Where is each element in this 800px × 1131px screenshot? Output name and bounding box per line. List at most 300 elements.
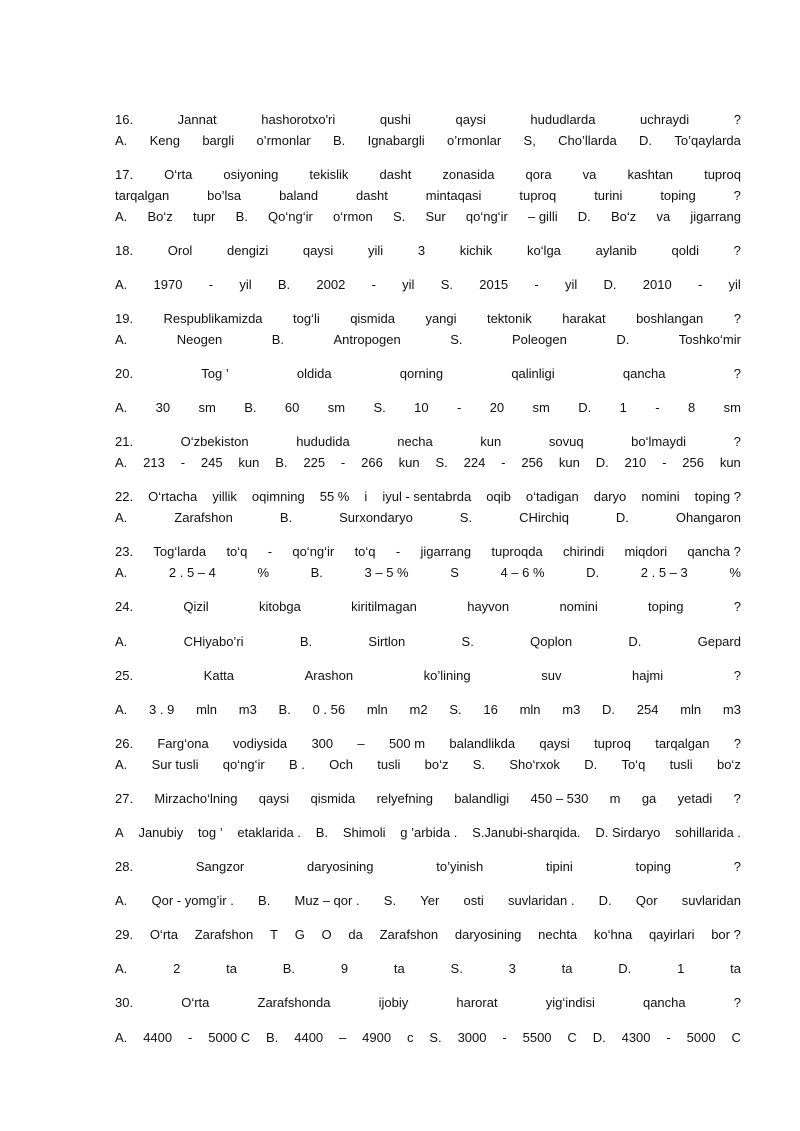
word: o‘rmon — [333, 209, 373, 224]
word: sm — [198, 400, 216, 415]
word: daryo — [593, 489, 627, 504]
word: g ’arbida . — [400, 825, 458, 840]
word: 2 — [173, 961, 181, 976]
word: B. — [310, 565, 323, 580]
word: qorning — [399, 366, 444, 381]
word: 9 — [340, 961, 349, 976]
word: dengizi — [227, 243, 269, 258]
word: nechta — [538, 927, 578, 942]
word: tuproq — [594, 736, 631, 751]
word: ? — [733, 736, 741, 751]
word: G — [294, 927, 305, 942]
word: tog‘li — [292, 311, 320, 326]
word: B. — [235, 209, 248, 224]
word: kun — [398, 455, 420, 470]
word: boshlangan — [636, 311, 704, 326]
word: Sho‘rxok — [509, 757, 560, 772]
word: - — [655, 400, 660, 415]
word: S. — [449, 702, 462, 717]
text-line — [115, 510, 741, 525]
word: O‘zbekiston — [180, 434, 249, 449]
word: 20 — [489, 400, 505, 415]
word: harorat — [456, 995, 498, 1010]
word: S. — [472, 757, 486, 772]
word: S, — [523, 133, 536, 148]
word: Sirtlon — [368, 634, 406, 649]
word: D. — [577, 209, 591, 224]
word: - — [180, 455, 186, 470]
text-line — [115, 757, 741, 772]
word: Zarafshonda — [257, 995, 331, 1010]
word: 245 — [200, 455, 223, 470]
word: mln — [519, 702, 541, 717]
word: bor ? — [711, 927, 741, 942]
word: necha — [397, 434, 433, 449]
word: 2010 — [642, 277, 672, 292]
word: - — [267, 544, 273, 559]
word: B. — [258, 893, 271, 908]
word: 300 — [311, 736, 334, 751]
word: 3 — [508, 961, 516, 976]
word: 1970 — [153, 277, 183, 292]
text-line — [115, 243, 741, 258]
word: 2015 — [479, 277, 509, 292]
word: B. — [332, 133, 346, 148]
word: D. Sirdaryo — [595, 825, 661, 840]
word: suvlaridan . — [507, 893, 575, 908]
word: D. — [616, 332, 630, 347]
word: 30 — [155, 400, 171, 415]
word: 2 . 5 – 4 — [168, 565, 216, 580]
word: baland — [279, 188, 319, 203]
word: uchraydi — [640, 112, 690, 127]
word: 450 – 530 — [530, 791, 589, 806]
word: ? — [733, 243, 741, 258]
text-line — [115, 434, 741, 449]
word: Orol — [167, 243, 193, 258]
word: nomini — [559, 599, 598, 614]
word: B . — [288, 757, 305, 772]
word: - — [188, 1030, 193, 1045]
word: Sur tusli — [151, 757, 199, 772]
word: harakat — [562, 311, 606, 326]
word: - — [662, 455, 667, 470]
word: bo‘z — [424, 757, 449, 772]
word: 224 — [463, 455, 486, 470]
word: Antropogen — [333, 332, 401, 347]
word: Qoplon — [530, 634, 573, 649]
word: bargli — [202, 133, 235, 148]
word: A. — [115, 961, 128, 976]
word: daryosining — [454, 927, 522, 942]
word: D. — [603, 277, 617, 292]
word: 18. — [115, 243, 134, 258]
word: 1 — [619, 400, 627, 415]
word: osiyoning — [223, 167, 279, 182]
word: toping ? — [694, 489, 741, 504]
word: Sangzor — [195, 859, 245, 874]
word: mln — [196, 702, 218, 717]
word: mintaqasi — [425, 188, 482, 203]
word: tuproqda — [491, 544, 543, 559]
word: ? — [733, 188, 741, 203]
word: Qo‘ng‘ir — [268, 209, 313, 224]
word: ta — [393, 961, 405, 976]
word: toping — [648, 599, 684, 614]
word: toping — [635, 859, 671, 874]
word: osti — [463, 893, 484, 908]
text-line — [115, 1030, 741, 1045]
word: etaklarida . — [237, 825, 301, 840]
word: kun — [480, 434, 502, 449]
word: sm — [532, 400, 550, 415]
word: - — [456, 400, 462, 415]
word: turini — [594, 188, 623, 203]
word: Toshko‘mir — [678, 332, 741, 347]
word: tog ’ — [198, 825, 223, 840]
word: C — [731, 1030, 741, 1045]
word: kun — [558, 455, 580, 470]
word: o’rmonlar — [447, 133, 502, 148]
word: ko’lining — [423, 668, 471, 683]
word: Yer — [420, 893, 440, 908]
word: Bo‘z — [147, 209, 173, 224]
word: A. — [115, 277, 128, 292]
word: nomini — [641, 489, 680, 504]
word: 5000 — [686, 1030, 716, 1045]
word: to‘q — [354, 544, 376, 559]
word: ta — [226, 961, 237, 976]
word: - — [502, 1030, 507, 1045]
word: - — [697, 277, 703, 292]
word: D. — [592, 1030, 606, 1045]
word: Shimoli — [342, 825, 386, 840]
word: A. — [115, 133, 128, 148]
word: Bo‘z — [610, 209, 637, 224]
word: A. — [115, 209, 128, 224]
word: jigarrang — [420, 544, 472, 559]
word: o’rmonlar — [256, 133, 311, 148]
word: CHiyabo’ri — [183, 634, 244, 649]
word: 210 — [624, 455, 647, 470]
word: 28. — [115, 859, 134, 874]
word: Zarafshon — [194, 927, 254, 942]
word: D. — [578, 400, 592, 415]
word: B. — [271, 332, 285, 347]
text-line — [115, 893, 741, 908]
word: 26. — [115, 736, 134, 751]
word: qo‘ng‘ir — [465, 209, 508, 224]
word: Tog‘larda — [153, 544, 207, 559]
word: D. — [628, 634, 642, 649]
word: – — [357, 736, 365, 751]
text-line — [115, 791, 741, 806]
word: 4 – 6 % — [500, 565, 545, 580]
word: tuproq — [704, 167, 741, 182]
word: B. — [278, 702, 291, 717]
word: S. — [373, 400, 386, 415]
word: 29. — [115, 927, 134, 942]
word: Zarafshon — [379, 927, 439, 942]
word: - — [534, 277, 539, 292]
text-line — [115, 188, 741, 203]
word: 3 — [417, 243, 426, 258]
text-line — [115, 927, 741, 942]
word: Katta — [203, 668, 235, 683]
word: 4900 — [362, 1030, 392, 1045]
word: B. — [277, 277, 291, 292]
word: C — [567, 1030, 577, 1045]
word: B. — [266, 1030, 279, 1045]
word: D. — [586, 565, 600, 580]
word: O‘rta — [149, 927, 178, 942]
word: Ignabargli — [367, 133, 425, 148]
text-line — [115, 332, 741, 347]
text-line — [115, 736, 741, 751]
word: qoldi — [671, 243, 699, 258]
word: Qizil — [183, 599, 209, 614]
text-line — [115, 112, 741, 127]
word: kichik — [459, 243, 493, 258]
word: 16 — [483, 702, 498, 717]
word: sovuq — [548, 434, 584, 449]
word: m3 — [722, 702, 741, 717]
word: Zarafshon — [174, 510, 233, 525]
word: relyefning — [376, 791, 433, 806]
text-line — [115, 565, 741, 580]
text-line — [115, 489, 741, 504]
word: ta — [730, 961, 741, 976]
word: S — [450, 565, 459, 580]
text-line — [115, 167, 741, 182]
word: - — [666, 1030, 671, 1045]
word: yillik — [212, 489, 237, 504]
word: S. — [392, 209, 406, 224]
word: bo‘z — [716, 757, 741, 772]
text-line — [115, 311, 741, 326]
text-line — [115, 961, 741, 976]
word: kitobga — [258, 599, 301, 614]
word: m3 — [238, 702, 257, 717]
word: 256 — [682, 455, 704, 470]
word: m3 — [562, 702, 581, 717]
word: kun — [719, 455, 741, 470]
word: 500 m — [388, 736, 426, 751]
word: c — [406, 1030, 414, 1045]
word: ? — [733, 311, 741, 326]
word: m — [609, 791, 621, 806]
word: Janubiy — [138, 825, 184, 840]
word: oqib — [486, 489, 511, 504]
word: 60 — [284, 400, 300, 415]
word: qaysi — [302, 243, 334, 258]
word: qalinligi — [511, 366, 555, 381]
word: tekislik — [309, 167, 349, 182]
word: – — [339, 1030, 347, 1045]
word: Respublikamizda — [163, 311, 263, 326]
word: D. — [584, 757, 598, 772]
word: 2 . 5 – 3 — [640, 565, 688, 580]
word: S. — [383, 893, 397, 908]
word: 4400 — [294, 1030, 324, 1045]
word: qaysi — [539, 736, 570, 751]
word: - — [501, 455, 506, 470]
word: A. — [115, 893, 128, 908]
word: S. — [461, 634, 474, 649]
word: tusli — [377, 757, 401, 772]
word: qismida — [350, 311, 395, 326]
word: B. — [275, 455, 288, 470]
word: 10 — [414, 400, 429, 415]
word: ? — [733, 112, 741, 127]
word: zonasida — [442, 167, 495, 182]
word: hayvon — [467, 599, 510, 614]
word: B. — [279, 510, 293, 525]
word: A. — [115, 702, 128, 717]
word: S. — [429, 1030, 442, 1045]
word: tektonik — [486, 311, 532, 326]
word: 5500 — [522, 1030, 552, 1045]
word: A. — [115, 757, 128, 772]
word: 8 — [687, 400, 696, 415]
word: CHirchiq — [519, 510, 569, 525]
word: dasht — [379, 167, 412, 182]
word: Mirzacho‘lning — [154, 791, 238, 806]
word: A. — [115, 1030, 128, 1045]
word: 225 — [303, 455, 326, 470]
word: ? — [733, 434, 741, 449]
word: suv — [541, 668, 562, 683]
word: A. — [115, 565, 128, 580]
word: Cho’llarda — [558, 133, 617, 148]
word: 27. — [115, 791, 134, 806]
word: bo‘lmaydi — [631, 434, 687, 449]
word: 5000 C — [208, 1030, 251, 1045]
word: qismida — [310, 791, 356, 806]
text-line — [115, 133, 741, 148]
word: A. — [115, 332, 128, 347]
word: yili — [367, 243, 384, 258]
word: kashtan — [627, 167, 673, 182]
word: 2002 — [316, 277, 346, 292]
word: qo‘ng‘ir — [222, 757, 265, 772]
word: B. — [244, 400, 257, 415]
text-line — [115, 400, 741, 415]
word: D. — [618, 961, 632, 976]
word: qora — [525, 167, 552, 182]
word: 3 . 9 — [149, 702, 175, 717]
word: 213 — [143, 455, 165, 470]
word: ? — [733, 995, 741, 1010]
word: tupr — [192, 209, 216, 224]
word: aylanib — [595, 243, 637, 258]
word: suvlaridan — [681, 893, 741, 908]
word: S. — [450, 332, 463, 347]
word: mln — [366, 702, 388, 717]
word: O‘rtacha — [148, 489, 198, 504]
word: Poleogen — [511, 332, 567, 347]
word: Muz – qor . — [294, 893, 360, 908]
word: To’qaylarda — [674, 133, 741, 148]
word: S. — [450, 961, 463, 976]
word: % — [729, 565, 741, 580]
word: ? — [733, 859, 741, 874]
word: ? — [733, 366, 741, 381]
word: D. — [598, 893, 612, 908]
word: 266 — [361, 455, 383, 470]
word: D. — [615, 510, 629, 525]
text-line — [115, 634, 741, 649]
word: 19. — [115, 311, 134, 326]
word: Farg‘ona — [157, 736, 209, 751]
word: qancha — [642, 995, 686, 1010]
word: tipini — [546, 859, 573, 874]
word: D. — [595, 455, 609, 470]
word: miqdori — [624, 544, 668, 559]
word: 3000 — [457, 1030, 487, 1045]
word: ko‘hna — [593, 927, 633, 942]
word: Tog ’ — [201, 366, 229, 381]
word: 21. — [115, 434, 134, 449]
word: A. — [115, 400, 128, 415]
word: tuproq — [519, 188, 557, 203]
word: S. — [440, 277, 453, 292]
word: 22. — [115, 489, 134, 504]
word: dasht — [356, 188, 388, 203]
word: T — [270, 927, 278, 942]
word: 4400 — [143, 1030, 173, 1045]
word: O‘rta — [181, 995, 210, 1010]
word: daryosining — [307, 859, 374, 874]
word: A. — [115, 634, 128, 649]
word: 55 % — [319, 489, 350, 504]
word: ta — [561, 961, 573, 976]
word: A. — [115, 455, 128, 470]
text-line — [115, 455, 741, 470]
word: D. — [602, 702, 616, 717]
text-line — [115, 668, 741, 683]
word: 1 — [677, 961, 685, 976]
text-line — [115, 702, 741, 717]
word: jigarrang — [690, 209, 741, 224]
word: O‘rta — [164, 167, 193, 182]
word: Arashon — [304, 668, 354, 683]
word: 24. — [115, 599, 134, 614]
word: 4300 — [621, 1030, 651, 1045]
text-line — [115, 859, 741, 874]
word: oldida — [296, 366, 332, 381]
word: qancha ? — [687, 544, 741, 559]
word: to‘q — [226, 544, 248, 559]
word: 23. — [115, 544, 134, 559]
text-line — [115, 277, 741, 292]
word: i — [364, 489, 368, 504]
word: qo‘ng‘ir — [292, 544, 335, 559]
word: mln — [680, 702, 702, 717]
word: Ohangaron — [675, 510, 741, 525]
word: va — [582, 167, 597, 182]
word: 254 — [636, 702, 659, 717]
word: hududlarda — [530, 112, 596, 127]
word: qayirlari — [648, 927, 695, 942]
word: 3 – 5 % — [364, 565, 409, 580]
text-line — [115, 995, 741, 1010]
text-line — [115, 366, 741, 381]
word: ga — [641, 791, 657, 806]
word: tusli — [669, 757, 693, 772]
word: S. — [435, 455, 448, 470]
word: B. — [299, 634, 313, 649]
